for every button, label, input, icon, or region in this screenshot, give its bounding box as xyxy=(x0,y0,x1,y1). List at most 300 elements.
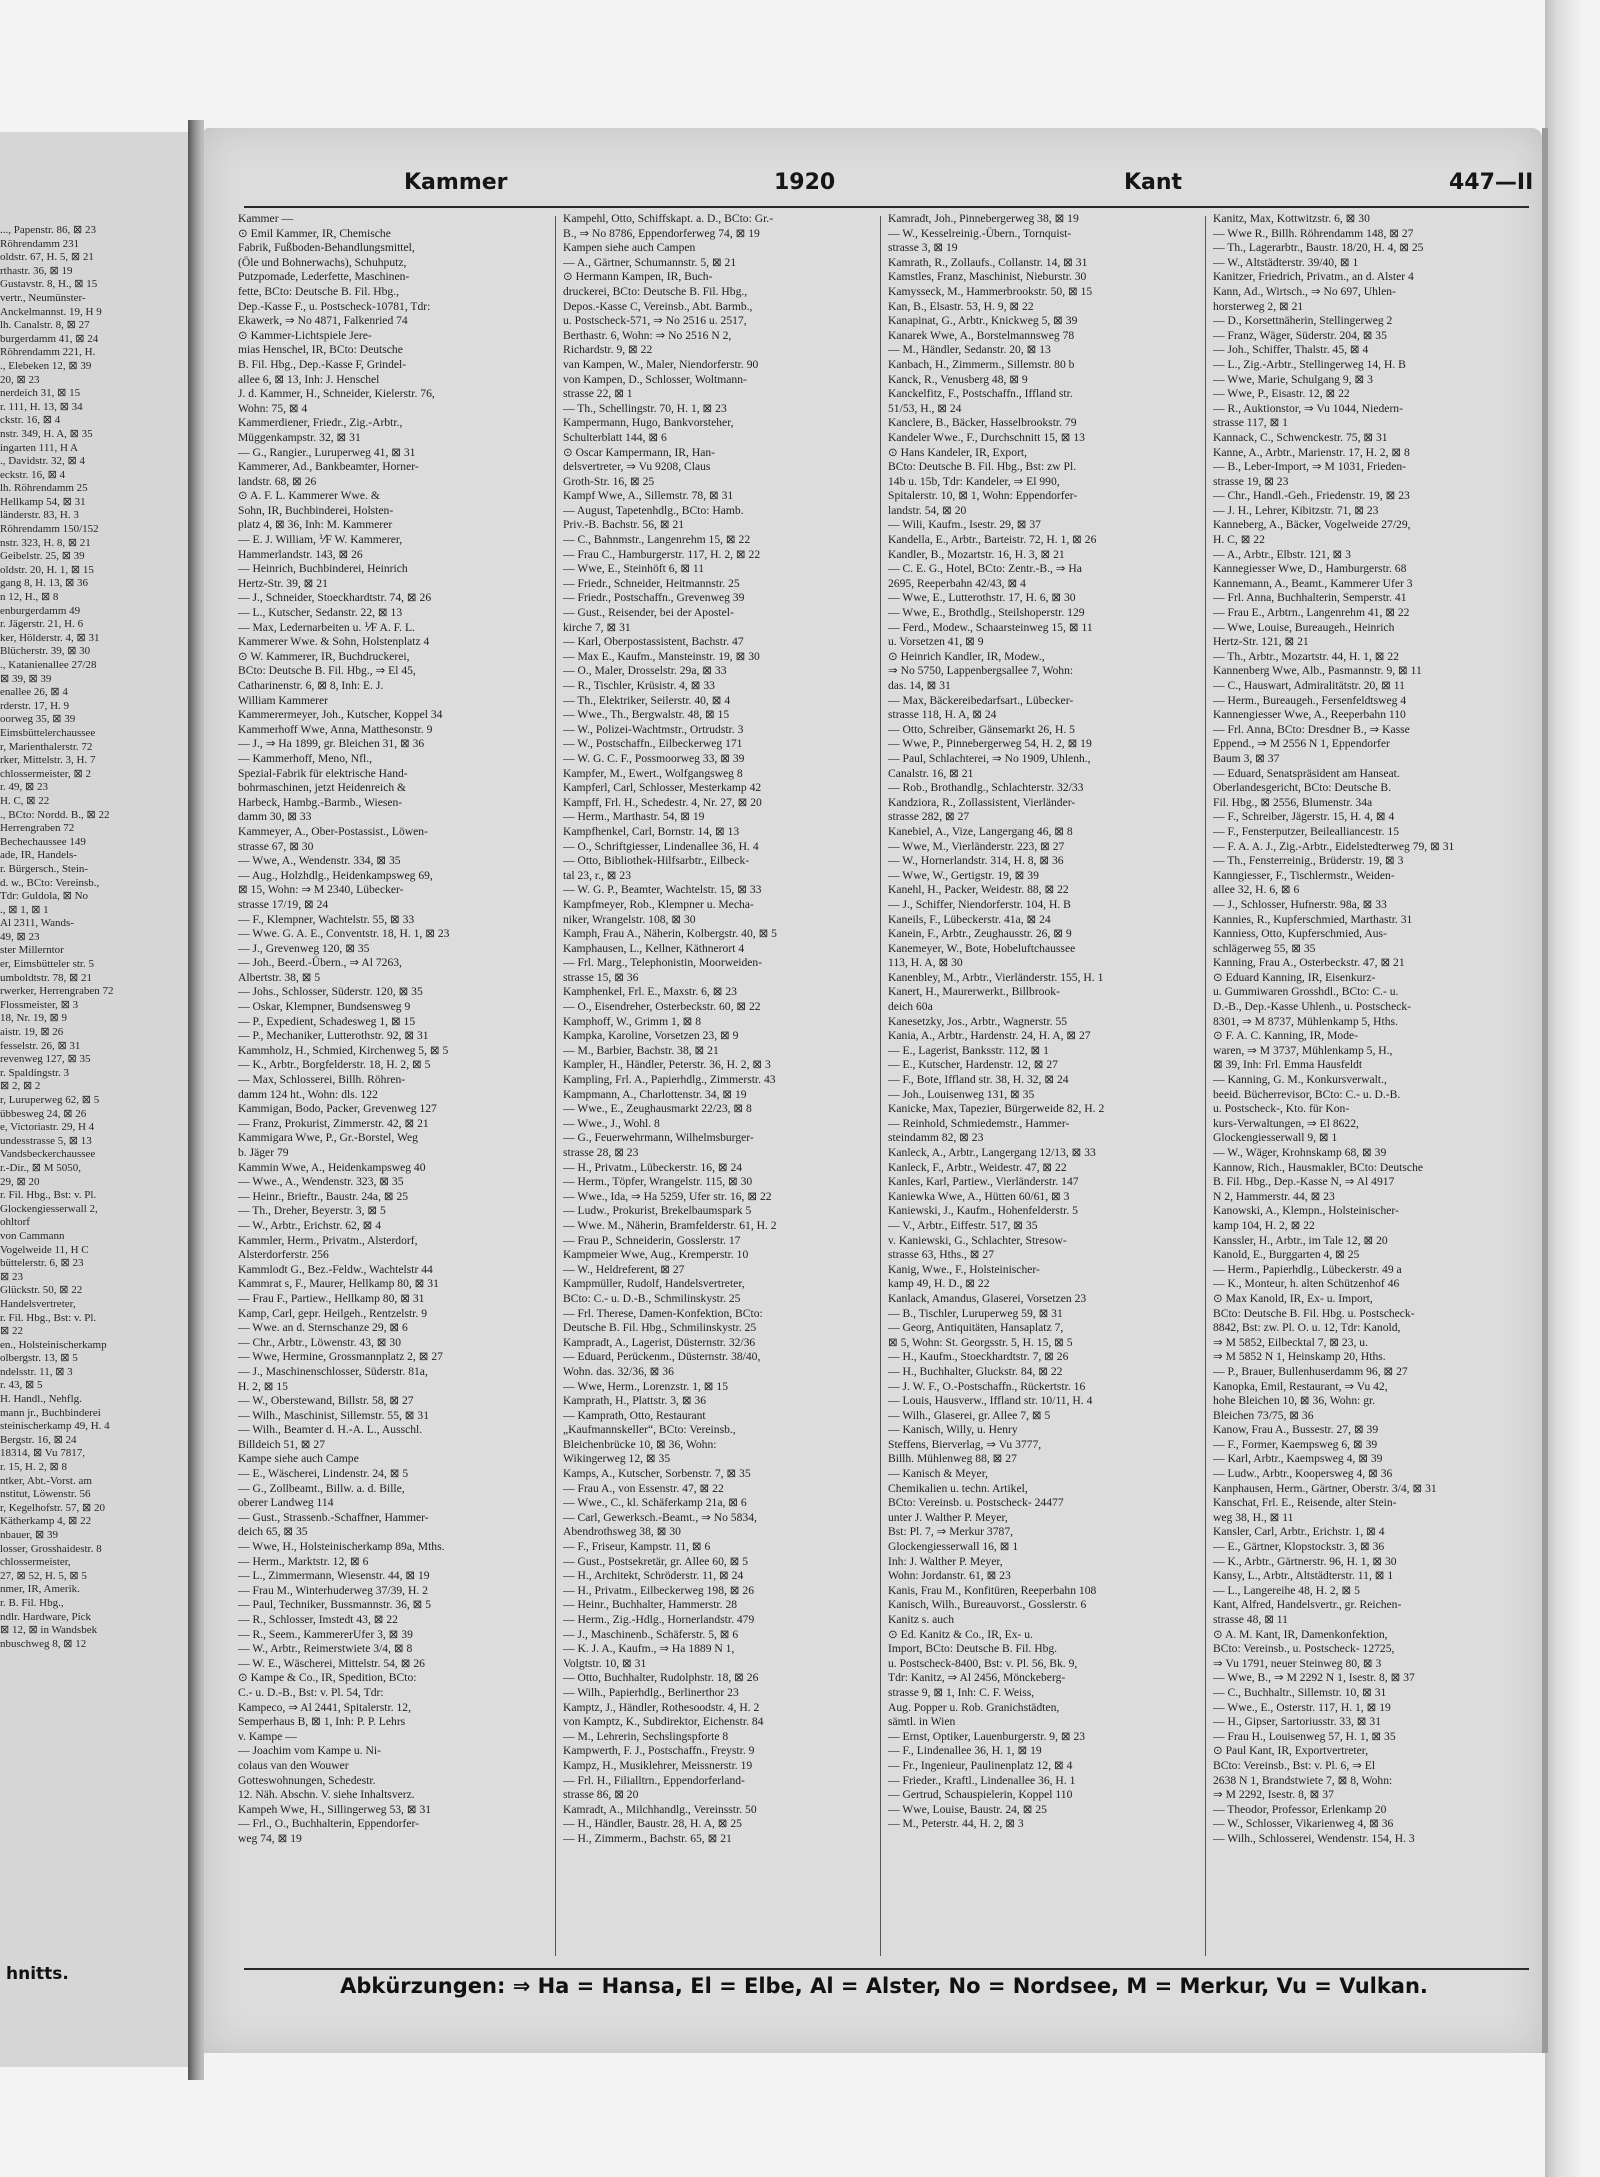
directory-entry-line: ohltorf xyxy=(0,1216,30,1229)
directory-entry-line: — Joh., Beerd.-Übern., ⇒ Al 7263, xyxy=(238,956,402,970)
directory-entry-line: — W. G. P., Beamter, Wachtelstr. 15, ⊠ 33 xyxy=(563,883,762,897)
directory-entry-line: strasse 3, ⊠ 19 xyxy=(888,241,958,255)
directory-entry-line: — Wwe, H., Holsteinischerkamp 89a, Mths. xyxy=(238,1540,445,1554)
directory-entry-line: 18, Nr. 19, ⊠ 9 xyxy=(0,1012,67,1025)
directory-entry-line: u. Postscheck-, Kto. für Kon- xyxy=(1213,1102,1350,1116)
directory-entry-line: Aug. Popper u. Rob. Granichstädten, xyxy=(888,1700,1060,1714)
directory-entry-line: ⊙ Emil Kammer, IR, Chemische xyxy=(238,226,391,240)
directory-entry-line: — F., Fensterputzer, Beilealliancestr. 15 xyxy=(1213,824,1399,838)
directory-entry-line: büttelerstr. 6, ⊠ 23 xyxy=(0,1257,84,1270)
directory-entry-line: ⊙ Paul Kant, IR, Exportvertreter, xyxy=(1213,1744,1369,1758)
directory-entry-line: Kampff, Frl. H., Schedestr. 4, Nr. 27, ⊠ 20 xyxy=(563,795,762,809)
directory-entry-line: — Karl, Arbtr., Kaempsweg 4, ⊠ 39 xyxy=(1213,1452,1383,1466)
directory-entry-line: — Max E., Kaufm., Mansteinstr. 19, ⊠ 30 xyxy=(563,649,760,663)
directory-entry-line: — C., Bahnmstr., Langenrehm 15, ⊠ 22 xyxy=(563,533,751,547)
directory-entry-line: Spezial-Fabrik für elektrische Hand- xyxy=(238,766,408,780)
directory-entry-line: Kanckelfitz, F., Postschaffn., Iffland str. xyxy=(888,387,1073,401)
directory-entry-line: ., BCto: Nordd. B., ⊠ 22 xyxy=(0,808,110,821)
directory-entry-line: 8842, Bst: zw. Pl. O. u. 12, Tdr: Kanold, xyxy=(1213,1321,1401,1335)
directory-entry-line: — H., Kaufm., Stoeckhardtstr. 7, ⊠ 26 xyxy=(888,1350,1069,1364)
directory-entry-line: — W. G. C. F., Possmoorweg 33, ⊠ 39 xyxy=(563,751,745,765)
directory-entry-line: Kammerermeyer, Joh., Kutscher, Koppel 34 xyxy=(238,708,443,722)
directory-entry-line: Albertstr. 38, ⊠ 5 xyxy=(238,970,321,984)
directory-entry-line: 27, ⊠ 52, H. 5, ⊠ 5 xyxy=(0,1569,87,1582)
directory-entry-line: nstitut, Löwenstr. 56 xyxy=(0,1488,91,1501)
directory-entry-line: 2695, Reeperbahn 42/43, ⊠ 4 xyxy=(888,576,1026,590)
directory-entry-line: steindamm 82, ⊠ 23 xyxy=(888,1131,984,1145)
directory-entry-line: — Georg, Antiquitäten, Hansaplatz 7, xyxy=(888,1321,1064,1335)
directory-entry-line: platz 4, ⊠ 36, Inh: M. Kammerer xyxy=(238,518,393,532)
directory-entry-line: Kanbach, H., Zimmerm., Sillemstr. 80 b xyxy=(888,357,1075,371)
directory-entry-line: ⊙ F. A. C. Kanning, IR, Mode- xyxy=(1213,1029,1359,1043)
directory-entry-line: — B., Leber-Import, ⇒ M 1031, Frieden- xyxy=(1213,460,1407,474)
directory-entry-line: — Franz, Wäger, Süderstr. 204, ⊠ 35 xyxy=(1213,328,1387,342)
directory-entry-line: hohe Bleichen 10, ⊠ 36, Wohn: gr. xyxy=(1213,1394,1376,1408)
directory-entry-line: — Max, Ledernarbeiten u. ⅟F A. F. L. xyxy=(238,620,415,634)
directory-entry-line: — Wwe., Th., Bergwalstr. 48, ⊠ 15 xyxy=(563,708,730,722)
directory-entry-line: — V., Arbtr., Eiffestr. 517, ⊠ 35 xyxy=(888,1218,1038,1232)
directory-entry-line: — P., Mechaniker, Lutterothstr. 92, ⊠ 31 xyxy=(238,1029,429,1043)
directory-entry-line: eckstr. 16, ⊠ 4 xyxy=(0,468,66,481)
directory-entry-line: — Herm., Bureaugeh., Fersenfeldtsweg 4 xyxy=(1213,693,1407,707)
directory-entry-line: lh. Röhrendamm 25 xyxy=(0,482,88,495)
directory-entry-line: — E., Lagerist, Banksstr. 112, ⊠ 1 xyxy=(888,1043,1049,1057)
directory-entry-line: — Kanning, G. M., Konkursverwalt., xyxy=(1213,1073,1387,1087)
directory-entry-line: Kätherkamp 4, ⊠ 22 xyxy=(0,1515,92,1528)
directory-entry-line: Kammin Wwe, A., Heidenkampsweg 40 xyxy=(238,1160,426,1174)
directory-entry-line: — Frau H., Louisenweg 57, H. 1, ⊠ 35 xyxy=(1213,1729,1396,1743)
directory-entry-line: BCto: Deutsche B. Fil. Hbg., Bst: zw Pl. xyxy=(888,460,1077,474)
directory-entry-line: von Cammann xyxy=(0,1229,65,1242)
directory-entry-line: Kania, A., Arbtr., Hardenstr. 24, H. A, ⊠ 27 xyxy=(888,1029,1091,1043)
directory-entry-line: oldstr. 67, H. 5, ⊠ 21 xyxy=(0,251,94,264)
directory-entry-line: — Karl, Oberpostassistent, Bachstr. 47 xyxy=(563,635,744,649)
directory-entry-line: ⊠ 23 xyxy=(0,1270,23,1283)
directory-entry-line: Kannies, R., Kupferschmied, Marthastr. 31 xyxy=(1213,912,1413,926)
directory-entry-line: — W., Polizei-Wachtmstr., Ortrudstr. 3 xyxy=(563,722,744,736)
directory-entry-line: — K., Arbtr., Borgfelderstr. 18, H. 2, ⊠ 5 xyxy=(238,1058,431,1072)
directory-entry-line: Bleichen 73/75, ⊠ 36 xyxy=(1213,1408,1314,1422)
directory-entry-line: Hammerlandstr. 143, ⊠ 26 xyxy=(238,547,363,561)
directory-entry-line: Hertz-Str. 121, ⊠ 21 xyxy=(1213,635,1309,649)
directory-entry-line: Kanphausen, Herm., Gärtner, Oberstr. 3/4, ⊠ 31 xyxy=(1213,1481,1437,1495)
directory-entry-line: Kampfer, M., Ewert., Wolfgangsweg 8 xyxy=(563,766,743,780)
directory-entry-line: ., Katanienallee 27/28 xyxy=(0,659,97,671)
previous-page-footer: hnitts. xyxy=(6,1964,69,1984)
directory-entry-line: Kanssler, H., Arbtr., im Tale 12, ⊠ 20 xyxy=(1213,1233,1388,1247)
directory-entry-line: ⊙ W. Kammerer, IR, Buchdruckerei, xyxy=(238,649,410,663)
directory-entry-line: Kampermann, Hugo, Bankvorsteher, xyxy=(563,416,734,430)
directory-entry-line: — Wilh., Beamter d. H.-A. L., Ausschl. xyxy=(238,1423,423,1437)
directory-entry-line: — Wwe, Louise, Bureaugeh., Heinrich xyxy=(1213,620,1395,634)
directory-entry-line: — J., ⇒ Ha 1899, gr. Bleichen 31, ⊠ 36 xyxy=(238,737,425,751)
directory-entry-line: — F., Schreiber, Jägerstr. 15, H. 4, ⊠ 4 xyxy=(1213,810,1395,824)
directory-entry-line: — Gust., Reisender, bei der Apostel- xyxy=(563,606,734,620)
directory-entry-line: BCto: Deutsche B. Fil. Hbg., ⇒ El 45, xyxy=(238,664,416,678)
directory-entry-line: ker, Hölderstr. 4, ⊠ 31 xyxy=(0,631,100,644)
directory-entry-line: Canalstr. 16, ⊠ 21 xyxy=(888,766,974,780)
directory-entry-line: — Wwe, E., Brothdlg., Steilshoperstr. 129 xyxy=(888,606,1085,620)
directory-entry-line: — Ludw., Prokurist, Brekelbaumspark 5 xyxy=(563,1204,752,1218)
directory-entry-line: — W., Oberstewand, Billstr. 58, ⊠ 27 xyxy=(238,1394,414,1408)
directory-entry-line: Kanebiel, A., Vize, Langergang 46, ⊠ 8 xyxy=(888,824,1073,838)
directory-entry-line: chlossermeister, ⊠ 2 xyxy=(0,767,91,780)
directory-entry-line: — Rob., Brothandlg., Schlachterstr. 32/33 xyxy=(888,781,1084,795)
directory-entry-line: Kandler, B., Mozartstr. 16, H. 3, ⊠ 21 xyxy=(888,547,1065,561)
directory-entry-line: Kanniess, Otto, Kupferschmied, Aus- xyxy=(1213,927,1387,941)
directory-entry-line: allee 6, ⊠ 13, Inh: J. Henschel xyxy=(238,372,380,386)
directory-entry-line: — Wilh., Maschinist, Sillemstr. 55, ⊠ 31 xyxy=(238,1408,429,1422)
directory-entry-line: Kampen siehe auch Campen xyxy=(563,241,696,255)
directory-entry-line: u. Postscheck-8400, Bst: v. Pl. 56, Bk. 9, xyxy=(888,1656,1078,1670)
abbreviation-legend: Abkürzungen: ⇒ Ha = Hansa, El = Elbe, Al = Alster, No = Nordsee, M = Merkur, Vu = Vulkan. xyxy=(340,1974,1428,1998)
directory-entry-line: d. w., BCto: Vereinsb., xyxy=(0,876,100,889)
directory-entry-line: Kaniewka Wwe, A., Hütten 60/61, ⊠ 3 xyxy=(888,1189,1070,1203)
directory-entry-line: Kanow, Frau A., Bussestr. 27, ⊠ 39 xyxy=(1213,1423,1379,1437)
directory-entry-line: — Wwe., E., Osterstr. 117, H. 1, ⊠ 19 xyxy=(1213,1700,1391,1714)
directory-entry-line: — Wwe., C., kl. Schäferkamp 21a, ⊠ 6 xyxy=(563,1496,747,1510)
directory-entry-line: — Frau F., Partiew., Hellkamp 80, ⊠ 31 xyxy=(238,1291,425,1305)
directory-entry-line: ⊙ Hans Kandeler, IR, Export, xyxy=(888,445,1028,459)
directory-entry-line: Kannegiesser Wwe, D., Hamburgerstr. 68 xyxy=(1213,562,1407,576)
directory-entry-line: 113, H. A, ⊠ 30 xyxy=(888,956,963,970)
directory-entry-line: — Joh., Louisenweg 131, ⊠ 35 xyxy=(888,1087,1035,1101)
directory-entry-line: r. Jägerstr. 21, H. 6 xyxy=(0,618,84,631)
directory-entry-line: — Chr., Handl.-Geh., Friedenstr. 19, ⊠ 23 xyxy=(1213,489,1410,503)
directory-entry-line: Kanert, H., Maurerwerkt., Billbrook- xyxy=(888,985,1060,999)
directory-entry-line: 14b u. 15b, Tdr: Kandeler, ⇒ El 990, xyxy=(888,474,1060,488)
directory-entry-line: — Wwe, M., Vierländerstr. 223, ⊠ 27 xyxy=(888,839,1065,853)
directory-entry-line: nbuschweg 8, ⊠ 12 xyxy=(0,1637,87,1650)
directory-entry-line: — Frl. H., Filialltrn., Eppendorferland- xyxy=(563,1773,745,1787)
directory-entry-line: — Wwe., Ida, ⇒ Ha 5259, Ufer str. 16, ⊠ 22 xyxy=(563,1189,772,1203)
directory-entry-line: — Gust., Postsekretär, gr. Allee 60, ⊠ 5 xyxy=(563,1554,749,1568)
directory-entry-line: — M., Lehrerin, Sechslingspforte 8 xyxy=(563,1729,729,1743)
directory-entry-line: oorweg 35, ⊠ 39 xyxy=(0,713,76,726)
directory-entry-line: BCto: Vereinsb., Bst: v. Pl. 6, ⇒ El xyxy=(1213,1758,1376,1772)
directory-entry-line: Kanicke, Max, Tapezier, Bürgerweide 82, H. 2 xyxy=(888,1102,1105,1116)
directory-entry-line: — R., Auktionstor, ⇒ Vu 1044, Niedern- xyxy=(1213,401,1403,415)
directory-entry-line: Flossmeister, ⊠ 3 xyxy=(0,998,79,1011)
directory-entry-line: Kamrath, R., Zollaufs., Collanstr. 14, ⊠ 31 xyxy=(888,255,1088,269)
directory-entry-line: strasse 15, ⊠ 36 xyxy=(563,970,639,984)
directory-entry-line: Wohn: Jordanstr. 61, ⊠ 23 xyxy=(888,1569,1011,1583)
directory-entry-line: Kammerer, Ad., Bankbeamter, Horner- xyxy=(238,460,419,474)
directory-entry-line: — Th., Elektriker, Seilerstr. 40, ⊠ 4 xyxy=(563,693,731,707)
directory-entry-line: ster Millerntor xyxy=(0,944,64,957)
directory-entry-line: — H., Buchhalter, Gluckstr. 84, ⊠ 22 xyxy=(888,1364,1063,1378)
directory-entry-line: — Herm., Zig.-Hdlg., Hornerlandstr. 479 xyxy=(563,1613,755,1626)
directory-entry-line: Herrengraben 72 xyxy=(0,822,75,835)
directory-entry-line: Kandziora, R., Zollassistent, Vierländer- xyxy=(888,795,1076,809)
directory-entry-line: rker, Mittelstr. 3, H. 7 xyxy=(0,754,96,767)
directory-entry-line: Ekawerk, ⇒ No 4871, Falkenried 74 xyxy=(238,314,408,328)
directory-entry-line: — Wwe, Hermine, Grossmannplatz 2, ⊠ 27 xyxy=(238,1350,443,1364)
directory-entry-line: Kamprath, H., Plattstr. 3, ⊠ 36 xyxy=(563,1394,707,1408)
directory-entry-line: r. 49, ⊠ 23 xyxy=(0,781,49,794)
directory-entry-line: — Wwe, E., Steinhöft 6, ⊠ 11 xyxy=(563,562,705,576)
directory-entry-line: — Herm., Papierhdlg., Lübeckerstr. 49 a xyxy=(1213,1262,1402,1276)
directory-entry-line: Kammler, Herm., Privatm., Alsterdorf, xyxy=(238,1233,418,1247)
directory-entry-line: Richardstr. 9, ⊠ 22 xyxy=(563,343,653,357)
directory-entry-line: H. 2, ⊠ 15 xyxy=(238,1379,288,1393)
directory-entry-line: sämtl. in Wien xyxy=(888,1715,956,1729)
directory-entry-line: — H., Privatm., Lübeckerstr. 16, ⊠ 24 xyxy=(563,1160,743,1174)
directory-entry-line: — H., Privatm., Eilbeckerweg 198, ⊠ 26 xyxy=(563,1583,754,1597)
directory-entry-line: Alsterdorferstr. 256 xyxy=(238,1248,329,1262)
directory-entry-line: unter J. Walther P. Meyer, xyxy=(888,1510,1008,1524)
directory-entry-line: Depos.-Kasse C, Vereinsb., Abt. Barmb., xyxy=(563,299,753,313)
directory-entry-line: — Frau P., Schneiderin, Gosslerstr. 17 xyxy=(563,1233,741,1247)
directory-entry-line: Kanig, Wwe., F., Holsteinischer- xyxy=(888,1262,1040,1276)
directory-entry-line: Kannow, Rich., Hausmakler, BCto: Deutsche xyxy=(1213,1160,1424,1174)
directory-entry-line: — R., Seem., KammererUfer 3, ⊠ 39 xyxy=(238,1627,413,1641)
directory-entry-line: — P., Brauer, Bullenhuserdamm 96, ⊠ 27 xyxy=(1213,1364,1408,1378)
directory-entry-line: — W., Hornerlandstr. 314, H. 8, ⊠ 36 xyxy=(888,854,1064,868)
directory-entry-line: strasse 48, ⊠ 11 xyxy=(1213,1613,1288,1626)
directory-entry-line: Dep.-Kasse F., u. Postscheck-10781, Tdr: xyxy=(238,299,431,313)
directory-entry-line: Harbeck, Hambg.-Barmb., Wiesen- xyxy=(238,795,403,809)
directory-entry-line: fette, BCto: Deutsche B. Fil. Hbg., xyxy=(238,284,400,298)
directory-entry-line: — Th., Arbtr., Mozartstr. 44, H. 1, ⊠ 22 xyxy=(1213,649,1399,663)
directory-entry-line: Kamstles, Franz, Maschinist, Nieburstr. 30 xyxy=(888,270,1087,284)
directory-entry-line: Röhrendamm 150/152 xyxy=(0,523,99,536)
directory-entry-line: revenweg 127, ⊠ 35 xyxy=(0,1053,91,1066)
directory-entry-line: — E., Gärtner, Klopstockstr. 3, ⊠ 36 xyxy=(1213,1540,1385,1554)
directory-entry-line: ndlr. Hardware, Pick xyxy=(0,1610,92,1623)
directory-entry-line: 8301, ⇒ M 8737, Mühlenkamp 5, Hths. xyxy=(1213,1014,1398,1028)
directory-entry-line: — Heinr., Buchhalter, Hammerstr. 28 xyxy=(563,1598,738,1612)
directory-entry-line: Wikingerweg 12, ⊠ 35 xyxy=(563,1452,671,1466)
directory-entry-line: ⊠ 39, ⊠ 39 xyxy=(0,672,52,685)
directory-entry-line: — F., Bote, Iffland str. 38, H. 32, ⊠ 24 xyxy=(888,1073,1069,1087)
directory-entry-line: — J., Schlosser, Hufnerstr. 98a, ⊠ 33 xyxy=(1213,897,1387,911)
directory-entry-line: Röhrendamm 221, H. xyxy=(0,346,96,359)
directory-entry-line: 12. Näh. Abschn. V. siehe Inhaltsverz. xyxy=(238,1788,415,1802)
directory-entry-line: van Kampen, W., Maler, Niendorferstr. 90 xyxy=(563,357,759,371)
directory-entry-line: — Ernst, Optiker, Lauenburgerstr. 9, ⊠ 23 xyxy=(888,1729,1086,1743)
directory-entry-line: — W. E., Wäscherei, Mittelstr. 54, ⊠ 26 xyxy=(238,1656,425,1670)
directory-entry-line: — W., Postschaffn., Eilbeckerweg 171 xyxy=(563,737,743,751)
directory-entry-line: landstr. 68, ⊠ 26 xyxy=(238,474,317,488)
directory-entry-line: ⊠ 22 xyxy=(0,1325,23,1338)
directory-entry-line: — Frl. Marg., Telephonistin, Moorweiden- xyxy=(563,956,763,970)
directory-entry-line: Abendrothsweg 38, ⊠ 30 xyxy=(563,1525,681,1539)
directory-entry-line: r, Luruperweg 62, ⊠ 5 xyxy=(0,1094,100,1106)
directory-entry-line: Kampferl, Carl, Schlosser, Mesterkamp 42 xyxy=(563,781,762,795)
directory-entry-line: — O., Schriftgiesser, Lindenallee 36, H. 4 xyxy=(563,839,759,853)
column-2 xyxy=(563,212,873,1962)
directory-entry-line: — W., Wäger, Krohnskamp 68, ⊠ 39 xyxy=(1213,1146,1387,1159)
directory-entry-line: — Aug., Holzhdlg., Heidenkampsweg 69, xyxy=(238,868,433,882)
directory-entry-line: — Carl, Gewerksch.-Beamt., ⇒ No 5834, xyxy=(563,1510,757,1524)
directory-entry-line: rthastr. 36, ⊠ 19 xyxy=(0,264,73,277)
directory-entry-line: — Wwe., J., Wohl. 8 xyxy=(563,1116,660,1130)
directory-entry-line: Kanck, R., Venusberg 48, ⊠ 9 xyxy=(888,372,1028,386)
directory-entry-line: Kanopka, Emil, Restaurant, ⇒ Vu 42, xyxy=(1213,1379,1388,1393)
directory-entry-line: ingarten 111, H A xyxy=(0,441,79,454)
directory-entry-line: BCto: C.- u. D.-B., Schmilinskystr. 25 xyxy=(563,1291,741,1305)
directory-entry-line: William Kammerer xyxy=(238,693,328,707)
directory-entry-line: Kanitz, Max, Kottwitzstr. 6, ⊠ 30 xyxy=(1213,212,1370,225)
column-rule xyxy=(880,216,881,1956)
directory-entry-line: — Wwe. G. A. E., Conventstr. 18, H. 1, ⊠ 23 xyxy=(238,927,450,941)
directory-entry-line: steinischerkamp 49, H. 4 xyxy=(0,1420,110,1433)
directory-entry-line: Groth-Str. 16, ⊠ 25 xyxy=(563,474,655,488)
directory-entry-line: ., Elebeken 12, ⊠ 39 xyxy=(0,359,92,372)
directory-entry-line: Eimsbüttelerchaussee xyxy=(0,726,96,739)
directory-entry-line: — G., Rangier., Luruperweg 41, ⊠ 31 xyxy=(238,445,416,459)
directory-entry-line: Bechechaussee 149 xyxy=(0,835,86,848)
directory-entry-line: — Otto, Buchhalter, Rudolphstr. 18, ⊠ 26 xyxy=(563,1671,759,1685)
directory-entry-line: nerdeich 31, ⊠ 15 xyxy=(0,387,81,400)
directory-entry-line: delsvertreter, ⇒ Vu 9208, Claus xyxy=(563,460,711,474)
directory-entry-line: — L., Kutscher, Sedanstr. 22, ⊠ 13 xyxy=(238,606,403,620)
directory-entry-line: — F., Former, Kaempsweg 6, ⊠ 39 xyxy=(1213,1437,1378,1451)
directory-entry-line: fesselstr. 26, ⊠ 31 xyxy=(0,1039,81,1052)
directory-entry-line: ⇒ M 5852, Eilbecktal 7, ⊠ 23, u. xyxy=(1213,1335,1368,1349)
directory-entry-line: — M., Peterstr. 44, H. 2, ⊠ 3 xyxy=(888,1817,1024,1831)
directory-entry-line: ⇒ M 5852 N 1, Heinskamp 20, Hths. xyxy=(1213,1350,1386,1364)
directory-entry-line: Kanlack, Amandus, Glaserei, Vorsetzen 23 xyxy=(888,1291,1087,1305)
directory-entry-line: — Gust., Strassenb.-Schaffner, Hammer- xyxy=(238,1510,429,1524)
header-year: 1920 xyxy=(774,170,836,195)
directory-entry-line: — W., Altstädterstr. 39/40, ⊠ 1 xyxy=(1213,255,1359,269)
directory-entry-line: r, Marienthalerstr. 72 xyxy=(0,740,93,753)
directory-entry-line: Kanisch, Wilh., Bureauvorst., Gosslerstr. 6 xyxy=(888,1598,1087,1612)
directory-entry-line: 18314, ⊠ Vu 7817, xyxy=(0,1447,86,1460)
directory-entry-line: Kanngiesser, F., Tischlermstr., Weiden- xyxy=(1213,868,1395,882)
directory-entry-line: Kannemann, A., Beamt., Kammerer Ufer 3 xyxy=(1213,576,1413,590)
directory-entry-line: Kansy, L., Arbtr., Altstädterstr. 11, ⊠ 1 xyxy=(1213,1569,1394,1583)
directory-entry-line: — Oskar, Klempner, Bundsensweg 9 xyxy=(238,1000,411,1014)
directory-entry-line: Tdr: Guldola, ⊠ No xyxy=(0,890,89,903)
directory-entry-line: — O., Eisendreher, Osterbeckstr. 60, ⊠ 22 xyxy=(563,1000,761,1014)
directory-entry-line: ⊙ Kampe & Co., IR, Spedition, BCto: xyxy=(238,1671,417,1685)
directory-entry-line: rderstr. 17, H. 9 xyxy=(0,699,70,712)
directory-entry-line: übbesweg 24, ⊠ 26 xyxy=(0,1107,87,1120)
directory-entry-line: — Friedr., Schneider, Heitmannstr. 25 xyxy=(563,576,740,590)
directory-entry-line: — M., Barbier, Bachstr. 38, ⊠ 21 xyxy=(563,1043,719,1057)
directory-entry-line: — R., Tischler, Krüsistr. 4, ⊠ 33 xyxy=(563,679,715,692)
directory-entry-line: Kammerhoff Wwe, Anna, Matthesonstr. 9 xyxy=(238,722,433,736)
directory-entry-line: Kampfhenkel, Carl, Bornstr. 14, ⊠ 13 xyxy=(563,824,740,838)
directory-entry-line: — Frl. Anna, BCto: Dresdner B., ⇒ Kasse xyxy=(1213,722,1410,736)
entry-columns xyxy=(238,212,1528,1962)
directory-entry-line: strasse 63, Hths., ⊠ 27 xyxy=(888,1248,995,1262)
directory-entry-line: Kanleck, A., Arbtr., Langergang 12/13, ⊠ 33 xyxy=(888,1146,1096,1159)
directory-entry-line: — E., Kutscher, Hardenstr. 12, ⊠ 27 xyxy=(888,1058,1058,1072)
directory-entry-line: (Öle und Bohnerwachs), Schuhputz, xyxy=(238,255,407,269)
directory-entry-line: — K., Monteur, h. alten Schützenhof 46 xyxy=(1213,1277,1400,1291)
directory-entry-line: Kanning, Frau A., Osterbeckstr. 47, ⊠ 21 xyxy=(1213,956,1405,970)
directory-entry-line: — Wwe, A., Wendenstr. 334, ⊠ 35 xyxy=(238,854,401,868)
directory-entry-line: Kandeler Wwe., F., Durchschnitt 15, ⊠ 13 xyxy=(888,430,1085,444)
directory-entry-line: Berthastr. 6, Wohn: ⇒ No 2516 N 2, xyxy=(563,328,732,342)
directory-entry-line: — Wwe, Herm., Lorenzstr. 1, ⊠ 15 xyxy=(563,1379,729,1393)
directory-entry-line: Kampka, Karoline, Vorsetzen 23, ⊠ 9 xyxy=(563,1029,739,1043)
directory-entry-line: — Otto, Bibliothek-Hilfsarbtr., Eilbeck- xyxy=(563,854,750,868)
directory-entry-line: bohrmaschinen, jetzt Heidenreich & xyxy=(238,781,407,795)
directory-entry-line: Oberlandesgericht, BCto: Deutsche B. xyxy=(1213,781,1392,795)
directory-entry-line: BCto: Vereinsb. u. Postscheck- 24477 xyxy=(888,1496,1064,1510)
directory-entry-line: — Joachim vom Kampe u. Ni- xyxy=(238,1744,381,1758)
directory-entry-line: Spitalerstr. 10, ⊠ 1, Wohn: Eppendorfer- xyxy=(888,489,1078,503)
directory-entry-line: Kammlodt G., Bez.-Feldw., Wachtelstr 44 xyxy=(238,1262,433,1276)
directory-entry-line: ⊠ 12, ⊠ in Wandsbek xyxy=(0,1624,98,1637)
directory-entry-line: Bleichenbrücke 10, ⊠ 36, Wohn: xyxy=(563,1437,717,1451)
directory-entry-line: Eppend., ⇒ M 2556 N 1, Eppendorfer xyxy=(1213,737,1390,751)
directory-entry-line: — Th., Schellingstr. 70, H. 1, ⊠ 23 xyxy=(563,401,727,415)
directory-entry-line: — Frl. Therese, Damen-Konfektion, BCto: xyxy=(563,1306,763,1320)
directory-entry-line: — Wwe., E., Zeughausmarkt 22/23, ⊠ 8 xyxy=(563,1102,752,1116)
directory-entry-line: — M., Händler, Sedanstr. 20, ⊠ 13 xyxy=(888,343,1051,357)
directory-entry-line: — Max, Bäckereibedarfsart., Lübecker- xyxy=(888,693,1074,707)
directory-entry-line: — G., Zollbeamt., Billw. a. d. Bille, xyxy=(238,1481,405,1495)
directory-entry-line: u. Postscheck-571, ⇒ No 2516 u. 2517, xyxy=(563,314,747,328)
directory-entry-line: Kamph, Frau A., Näherin, Kolbergstr. 40, ⊠ 5 xyxy=(563,927,777,941)
directory-entry-line: — Wwe, Marie, Schulgang 9, ⊠ 3 xyxy=(1213,372,1373,386)
directory-entry-line: — Herm., Töpfer, Wrangelstr. 115, ⊠ 30 xyxy=(563,1175,753,1189)
directory-entry-line: — C., Hauswart, Admiralitätstr. 20, ⊠ 11 xyxy=(1213,679,1405,692)
directory-entry-line: Kammholz, H., Schmied, Kirchenweg 5, ⊠ 5 xyxy=(238,1043,449,1057)
directory-entry-line: schlägerweg 55, ⊠ 35 xyxy=(1213,941,1316,955)
directory-entry-line: — Paul, Schlachterei, ⇒ No 1909, Uhlenh., xyxy=(888,751,1091,765)
directory-entry-line: — Wwe. an d. Sternschanze 29, ⊠ 6 xyxy=(238,1321,408,1335)
directory-entry-line: ⊠ 5, Wohn: St. Georgsstr. 5, H. 15, ⊠ 5 xyxy=(888,1335,1073,1349)
directory-entry-line: Vogelweide 11, H C xyxy=(0,1243,89,1256)
directory-entry-line: colaus van den Wouwer xyxy=(238,1758,349,1772)
directory-entry-line: Kann, Ad., Wirtsch., ⇒ No 697, Uhlen- xyxy=(1213,284,1396,298)
directory-entry-line: — Kamprath, Otto, Restaurant xyxy=(563,1408,706,1422)
directory-entry-line: C.- u. D.-B., Bst: v. Pl. 54, Tdr: xyxy=(238,1685,384,1699)
directory-entry-line: Steffens, Bierverlag, ⇒ Vu 3777, xyxy=(888,1437,1042,1451)
directory-entry-line: — Kammerhoff, Meno, Nfl., xyxy=(238,751,373,765)
directory-entry-line: — Kanisch & Meyer, xyxy=(888,1467,988,1481)
directory-entry-line: D.-B., Dep.-Kasse Uhlenh., u. Postscheck- xyxy=(1213,1000,1412,1014)
directory-entry-line: er, Eimsbütteler str. 5 xyxy=(0,958,94,971)
directory-entry-line: — W., Heldreferent, ⊠ 27 xyxy=(563,1262,685,1276)
directory-entry-line: — Herm., Marktstr. 12, ⊠ 6 xyxy=(238,1554,369,1568)
directory-entry-line: Kanles, Karl, Partiew., Vierländerstr. 147 xyxy=(888,1175,1079,1189)
directory-entry-line: Glückstr. 50, ⊠ 22 xyxy=(0,1284,83,1297)
directory-entry-line: v. Kampe — xyxy=(238,1729,297,1743)
directory-entry-line: druckerei, BCto: Deutsche B. Fil. Hbg., xyxy=(563,284,748,298)
directory-entry-line: ⇒ M 2292, Isestr. 8, ⊠ 37 xyxy=(1213,1788,1334,1802)
directory-entry-line: strasse 282, ⊠ 27 xyxy=(888,810,970,824)
directory-entry-line: — F., Friseur, Kampstr. 11, ⊠ 6 xyxy=(563,1540,711,1554)
directory-entry-line: Gotteswohnungen, Schedestr. xyxy=(238,1773,376,1787)
directory-entry-line: — R., Schlosser, Imstedt 43, ⊠ 22 xyxy=(238,1613,398,1626)
directory-entry-line: Kanein, F., Arbtr., Zeughausstr. 26, ⊠ 9 xyxy=(888,927,1072,941)
directory-entry-line: Kampz, H., Musiklehrer, Meissnerstr. 19 xyxy=(563,1758,753,1772)
directory-entry-line: — D., Korsettnäherin, Stellingerweg 2 xyxy=(1213,314,1393,328)
directory-entry-line: r. Bürgersch., Stein- xyxy=(0,862,89,875)
directory-entry-line: Kampmeier Wwe, Aug., Kremperstr. 10 xyxy=(563,1248,749,1262)
directory-entry-line: Kanehl, H., Packer, Weidestr. 88, ⊠ 22 xyxy=(888,883,1069,897)
header-rule xyxy=(244,206,1529,208)
directory-entry-line: Kampf Wwe, A., Sillemstr. 78, ⊠ 31 xyxy=(563,489,734,503)
directory-entry-line: undesstrasse 5, ⊠ 13 xyxy=(0,1134,92,1147)
directory-entry-line: — August, Tapetenhdlg., BCto: Hamb. xyxy=(563,503,744,517)
directory-entry-line: nstr. 323, H. 8, ⊠ 21 xyxy=(0,536,91,549)
directory-entry-line: — Frl., O., Buchhalterin, Eppendorfer- xyxy=(238,1817,420,1831)
directory-entry-line: Kanitzer, Friedrich, Privatm., an d. Alster 4 xyxy=(1213,270,1414,284)
directory-entry-line: Sohn, IR, Buchbinderei, Holsten- xyxy=(238,503,394,517)
directory-entry-line: — W., Arbtr., Reimerstwiete 3/4, ⊠ 8 xyxy=(238,1642,413,1656)
directory-entry-line: — Wilh., Papierhdlg., Berlinerthor 23 xyxy=(563,1685,739,1699)
directory-entry-line: — B., Tischler, Luruperweg 59, ⊠ 31 xyxy=(888,1306,1063,1320)
